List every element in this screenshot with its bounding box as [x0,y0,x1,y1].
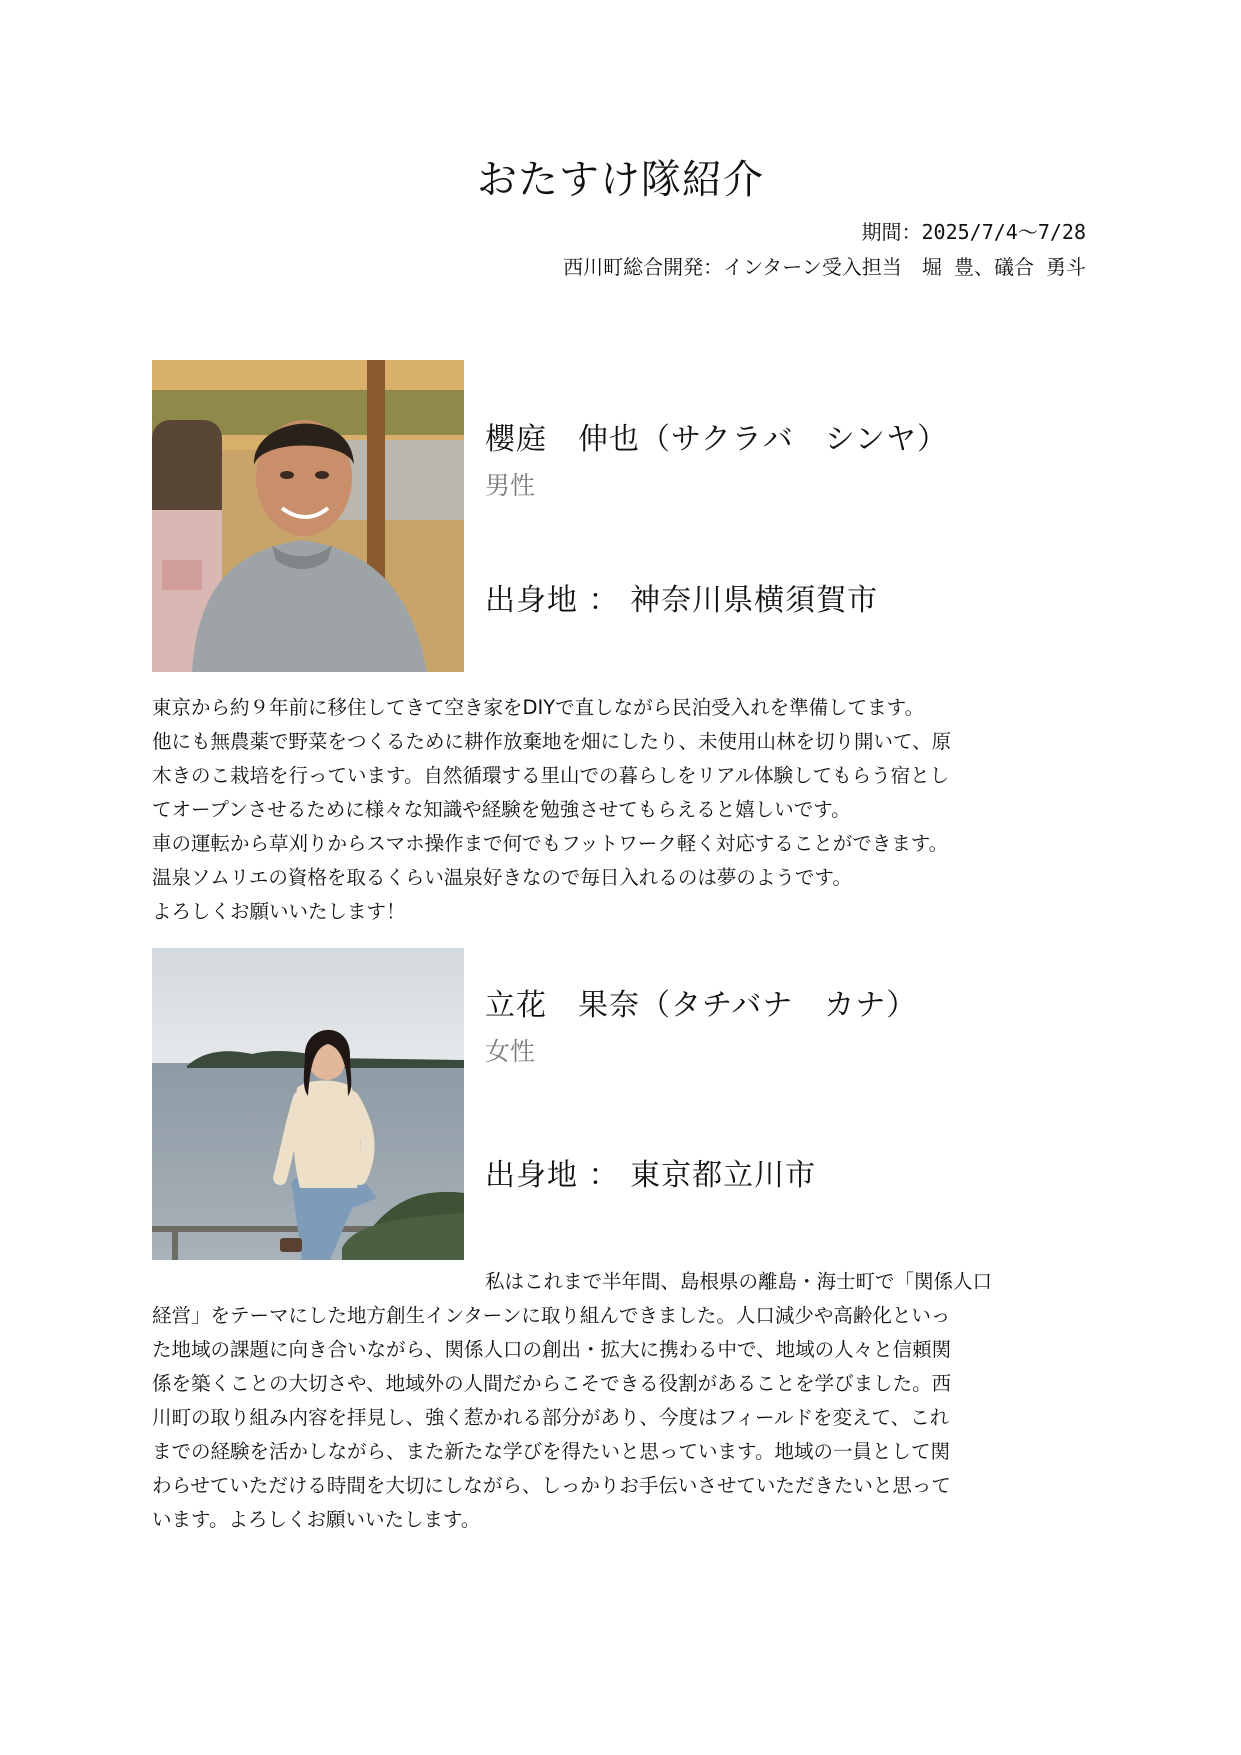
member-bio-sakuraba [152,691,1092,929]
bio-line: 東京から約９年前に移住してきて空き家をDIYで直しながら民泊受入れを準備してます。 [152,696,925,719]
bio-line: 私はこれまで半年間、島根県の離島・海士町で「関係人口 [485,1270,993,1293]
bio-line: います。よろしくお願いいたします。 [152,1508,481,1531]
member-name-tachibana: 立花 果奈（タチバナ カナ） [485,988,918,1023]
bio-line: わらせていただける時間を大切にしながら、しっかりお手伝いさせていただきたいと思って [152,1474,951,1497]
member-photo-tachibana [152,948,464,1260]
member-gender-tachibana: 女性 [485,1037,536,1066]
bio-line: 他にも無農薬で野菜をつくるために耕作放棄地を畑にしたり、未使用山林を切り開いて、原 [152,730,952,753]
bio-line: た地域の課題に向き合いながら、関係人口の創出・拡大に携わる中で、地域の人々と信頼関 [152,1338,952,1361]
document-title: おたすけ隊紹介 [477,157,764,203]
bio-line: よろしくお願いいたします！ [152,900,406,923]
member-bio-tachibana [152,1265,1092,1537]
member-origin-sakuraba: 出身地 ： 神奈川県横須賀市 [485,583,879,618]
bio-line: 車の運転から草刈りからスマホ操作まで何でもフットワーク軽く対応することができます。 [152,832,949,855]
period-text: 期間：2025/7/4～7/28 [861,220,1086,244]
bio-line: 経営」をテーマにした地方創生インターンに取り組んできました。人口減少や高齢化といっ [152,1304,951,1327]
bio-line: 木きのこ栽培を行っています。自然循環する里山での暮らしをリアル体験してもらう宿とし [152,764,950,787]
bio-line: までの経験を活かしながら、また新たな学びを得たいと思っています。地域の一員として関 [152,1440,950,1463]
staff-text: 西川町総合開発：インターン受入担当 堀 豊、礒合 勇斗 [563,255,1086,279]
bio-line: 川町の取り組み内容を拝見し、強く惹かれる部分があり、今度はフィールドを変えて、これ [152,1406,950,1429]
member-origin-tachibana: 出身地 ： 東京都立川市 [485,1158,817,1193]
bio-line: 温泉ソムリエの資格を取るくらい温泉好きなので毎日入れるのは夢のようです。 [152,866,852,889]
member-gender-sakuraba: 男性 [485,471,536,500]
member-photo-sakuraba [152,360,464,672]
member-name-sakuraba: 櫻庭 伸也（サクラバ シンヤ） [485,422,949,457]
bio-line: 係を築くことの大切さや、地域外の人間だからこそできる役割があることを学びました。西 [152,1372,952,1395]
bio-line: てオープンさせるために様々な知識や経験を勉強させてもらえると嬉しいです。 [152,798,851,821]
